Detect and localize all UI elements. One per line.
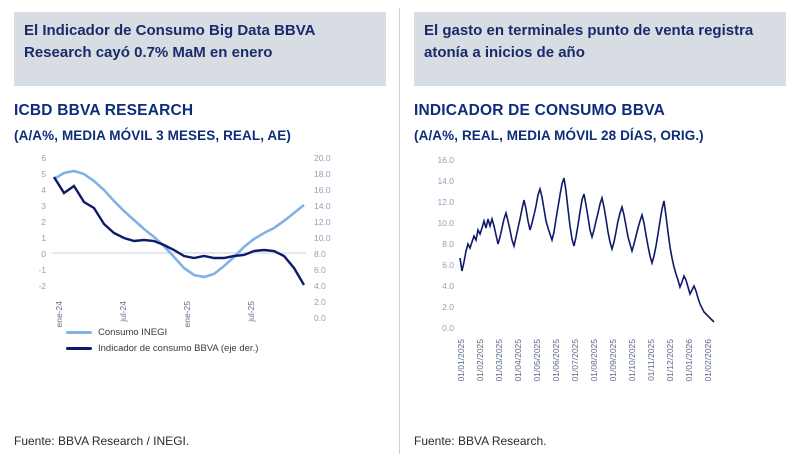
svg-text:01/06/2025: 01/06/2025 [551,339,561,382]
svg-text:01/02/2025: 01/02/2025 [475,339,485,382]
right-chart-svg [414,151,786,399]
svg-text:4: 4 [41,185,46,195]
svg-text:1: 1 [41,233,46,243]
svg-text:6.0: 6.0 [314,265,326,275]
right-panel [400,0,800,462]
svg-text:6.0: 6.0 [442,260,454,270]
svg-text:-1: -1 [38,265,46,275]
svg-text:01/09/2025: 01/09/2025 [608,339,618,382]
svg-text:14.0: 14.0 [314,201,331,211]
svg-text:2: 2 [41,217,46,227]
svg-text:jul-25: jul-25 [246,301,256,322]
left-axis-ticks [38,153,46,291]
svg-text:16.0: 16.0 [314,185,331,195]
right-chart-y-ticks [437,155,454,333]
left-chart-title: ICBD BBVA RESEARCH [14,102,194,119]
svg-text:16.0: 16.0 [437,155,454,165]
legend-swatch-icon [66,347,92,350]
svg-text:0.0: 0.0 [314,313,326,323]
left-chart [14,151,386,371]
svg-text:5: 5 [41,169,46,179]
right-chart [414,151,786,401]
svg-text:01/07/2025: 01/07/2025 [570,339,580,382]
svg-text:01/05/2025: 01/05/2025 [532,339,542,382]
right-chart-title: INDICADOR DE CONSUMO BBVA [414,102,665,119]
svg-text:4.0: 4.0 [442,281,454,291]
right-source: Fuente: BBVA Research. [414,434,547,448]
legend-item-indicador-bbva [66,343,258,354]
svg-text:01/01/2026: 01/01/2026 [684,339,694,382]
svg-text:01/08/2025: 01/08/2025 [589,339,599,382]
svg-text:14.0: 14.0 [437,176,454,186]
left-headline: El Indicador de Consumo Big Data BBVA Research cayó 0.7% MaM en enero [14,12,386,86]
svg-text:2.0: 2.0 [314,297,326,307]
svg-text:01/01/2025: 01/01/2025 [456,339,466,382]
legend-swatch-icon [66,331,92,334]
x-axis-ticks [54,301,256,328]
svg-text:0.0: 0.0 [442,323,454,333]
svg-text:01/12/2025: 01/12/2025 [665,339,675,382]
legend-label: Consumo INEGI [98,327,168,338]
svg-text:12.0: 12.0 [314,217,331,227]
right-chart-x-ticks [456,339,713,382]
svg-text:8.0: 8.0 [442,239,454,249]
svg-text:01/02/2026: 01/02/2026 [703,339,713,382]
svg-text:01/10/2025: 01/10/2025 [627,339,637,382]
right-headline: El gasto en terminales punto de venta registra atonía a inicios de año [414,12,786,86]
svg-text:01/04/2025: 01/04/2025 [513,339,523,382]
svg-text:20.0: 20.0 [314,153,331,163]
svg-text:8.0: 8.0 [314,249,326,259]
left-chart-legend [66,327,258,359]
series-consumo-inegi [54,171,304,277]
svg-text:10.0: 10.0 [314,233,331,243]
svg-text:3: 3 [41,201,46,211]
legend-item-consumo-inegi [66,327,258,338]
right-axis-ticks [314,153,331,323]
legend-label: Indicador de consumo BBVA (eje der.) [98,343,259,354]
svg-text:01/11/2025: 01/11/2025 [646,339,656,381]
left-source: Fuente: BBVA Research / INEGI. [14,434,190,448]
svg-text:jul-24: jul-24 [118,301,128,322]
right-chart-subtitle: (A/A%, REAL, MEDIA MÓVIL 28 DÍAS, ORIG.) [414,128,704,143]
svg-text:-2: -2 [38,281,46,291]
svg-text:12.0: 12.0 [437,197,454,207]
svg-text:01/03/2025: 01/03/2025 [494,339,504,382]
svg-text:ene-24: ene-24 [54,301,64,328]
svg-text:4.0: 4.0 [314,281,326,291]
svg-text:ene-25: ene-25 [182,301,192,328]
svg-text:18.0: 18.0 [314,169,331,179]
svg-text:6: 6 [41,153,46,163]
svg-text:2.0: 2.0 [442,302,454,312]
left-chart-subtitle: (A/A%, MEDIA MÓVIL 3 MESES, REAL, AE) [14,128,291,143]
series-indicador-consumo-bbva [460,178,714,322]
svg-text:10.0: 10.0 [437,218,454,228]
svg-text:0: 0 [41,249,46,259]
